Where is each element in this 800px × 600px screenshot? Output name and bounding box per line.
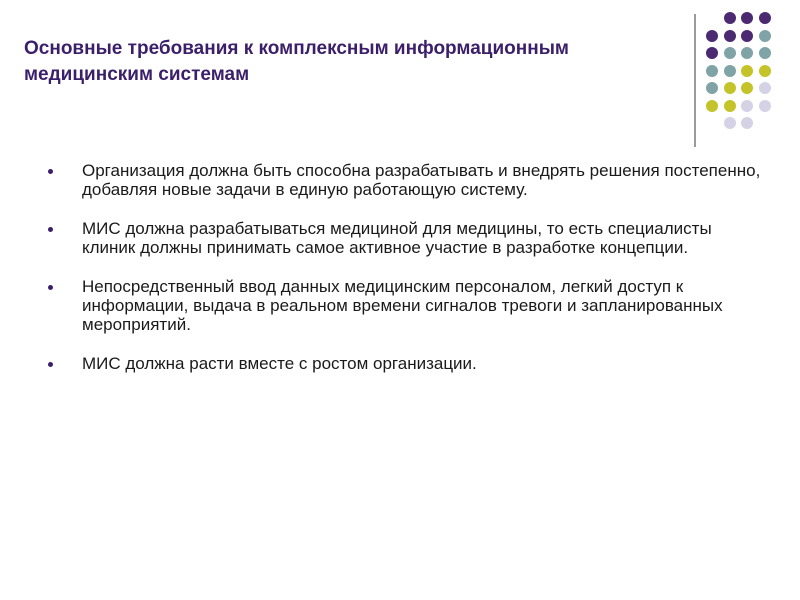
decorative-dot [759, 12, 771, 24]
vertical-divider [694, 14, 696, 147]
bullet-marker [48, 169, 53, 174]
decorative-dot [706, 82, 718, 94]
decorative-dot [741, 117, 753, 129]
decorative-dot [724, 100, 736, 112]
decorative-dot [724, 82, 736, 94]
bullet-text: Организация должна быть способна разрабатывать и внедрять решения постепенно, добавляя новые задачи в единую работающую систему. [82, 161, 761, 199]
decorative-dot [724, 30, 736, 42]
decorative-dot [724, 117, 736, 129]
decorative-dot [741, 100, 753, 112]
bullet-text: Непосредственный ввод данных медицинским персоналом, легкий доступ к информации, выдача в реальном времени сигналов тревоги и запланированных мероприятий. [82, 277, 723, 334]
bullet-marker [48, 285, 53, 290]
decorative-dot [706, 47, 718, 59]
decorative-dot [706, 65, 718, 77]
decorative-dot [759, 47, 771, 59]
decorative-dot [741, 65, 753, 77]
decorative-dot [759, 82, 771, 94]
bullet-list [48, 161, 768, 393]
slide-title: Основные требования к комплексным информационным медицинским системам [24, 38, 569, 85]
decorative-dot [741, 82, 753, 94]
bullet-marker [48, 227, 53, 232]
bullet-marker [48, 362, 53, 367]
decorative-dot [724, 47, 736, 59]
decorative-dot [759, 30, 771, 42]
bullet-item-1 [48, 161, 768, 199]
bullet-text: МИС должна расти вместе с ростом организации. [82, 354, 477, 373]
decorative-dot [706, 100, 718, 112]
bullet-text: МИС должна разрабатываться медициной для медицины, то есть специалисты клиник должны принимать самое активное участие в разработке концепции. [82, 219, 712, 257]
decorative-dot [741, 12, 753, 24]
decorative-dot [759, 65, 771, 77]
decorative-dot [759, 100, 771, 112]
bullet-item-4 [48, 354, 768, 373]
bullet-item-3 [48, 277, 768, 334]
decorative-dot [741, 47, 753, 59]
decorative-dot [724, 65, 736, 77]
decorative-dot [706, 30, 718, 42]
decorative-dot [724, 12, 736, 24]
bullet-item-2 [48, 219, 768, 257]
decorative-dot [741, 30, 753, 42]
